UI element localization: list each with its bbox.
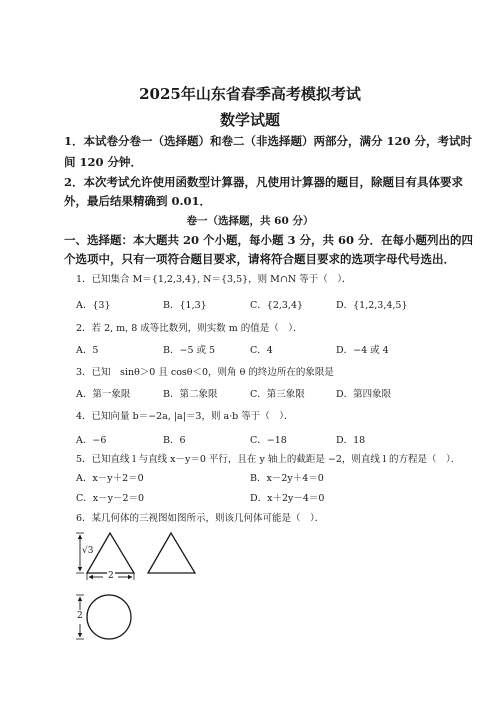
front-view-triangle xyxy=(87,533,134,573)
question-3-stem: 3．已知 sinθ＞0 且 cosθ＜0，则角 θ 的终边所在的象限是 xyxy=(76,367,334,378)
question-1-option-c: C．{2,3,4} xyxy=(250,300,304,311)
question-4-option-a: A．−6 xyxy=(76,435,107,446)
question-5-option-a: A．x－y＋2＝0 xyxy=(76,473,144,484)
question-1-option-b: B．{1,3} xyxy=(163,300,207,311)
question-3-option-d: D．第四象限 xyxy=(336,389,392,400)
note-2-line-2: 外，最后结果精确到 0.01． xyxy=(64,194,212,208)
question-5-option-d: D．x＋2y－4＝0 xyxy=(250,493,325,504)
question-3-option-a: A．第一象限 xyxy=(76,389,131,400)
question-4-option-d: D．18 xyxy=(336,435,366,446)
question-2-option-b: B．−5 或 5 xyxy=(163,345,216,356)
question-3-option-b: B．第二象限 xyxy=(163,389,218,400)
width-label: 2 xyxy=(108,571,114,581)
question-2-option-d: D．−4 或 4 xyxy=(336,345,389,356)
side-view-triangle xyxy=(148,533,195,573)
question-4-option-c: C．−18 xyxy=(250,435,287,446)
section-title: 卷一（选择题，共 60 分） xyxy=(186,215,314,227)
question-3-option-c: C．第三象限 xyxy=(250,389,305,400)
note-2-line-1: 2．本次考试允许使用函数型计算器，凡使用计算器的题目，除题目有具体要求 xyxy=(64,175,463,189)
question-1-stem: 1．已知集合 M＝{1,2,3,4}, N＝{3,5}，则 M∩N 等于（ ）． xyxy=(76,274,352,285)
question-2-option-a: A．5 xyxy=(76,345,99,356)
question-1-option-d: D．{1,2,3,4,5} xyxy=(336,300,408,311)
note-1-line-1: 1．本试卷分卷一（选择题）和卷二（非选择题）两部分，满分 120 分，考试时 xyxy=(64,134,473,148)
question-5-option-c: C．x－y－2＝0 xyxy=(76,493,145,504)
question-5-stem: 5．已知直线 l 与直线 x－y＝0 平行，且在 y 轴上的截距是 −2，则直线 l 的方程是（ ）． xyxy=(76,454,461,465)
exam-subtitle: 数学试题 xyxy=(219,111,280,129)
question-2-option-c: C．4 xyxy=(250,345,273,356)
note-1-line-2: 间 120 分钟． xyxy=(64,155,143,169)
question-4-stem: 4．已知向量 b＝−2a, |a|＝3，则 a·b 等于（ ）． xyxy=(76,411,294,422)
circle-diameter-label: 2 xyxy=(77,611,83,621)
question-2-stem: 2．若 2, m, 8 成等比数列，则实数 m 的值是（ ）． xyxy=(76,323,303,334)
height-label: √3 xyxy=(82,546,94,556)
question-6-stem: 6．某几何体的三视图如图所示，则该几何体可能是（ ）． xyxy=(76,513,325,524)
section-intro-line-2: 个选项中，只有一项符合题目要求，请将符合题目要求的选项字母代号选出． xyxy=(64,252,455,266)
question-4-option-b: B．6 xyxy=(163,435,186,446)
section-intro-line-1: 一、选择题：本大题共 20 个小题，每小题 3 分，共 60 分．在每小题列出的四 xyxy=(64,233,474,247)
exam-title: 2025年山东省春季高考模拟考试 xyxy=(139,85,361,103)
top-view-circle xyxy=(87,595,131,639)
question-5-option-b: B．x－2y＋4＝0 xyxy=(250,473,324,484)
question-1-option-a: A．{3} xyxy=(76,300,111,311)
